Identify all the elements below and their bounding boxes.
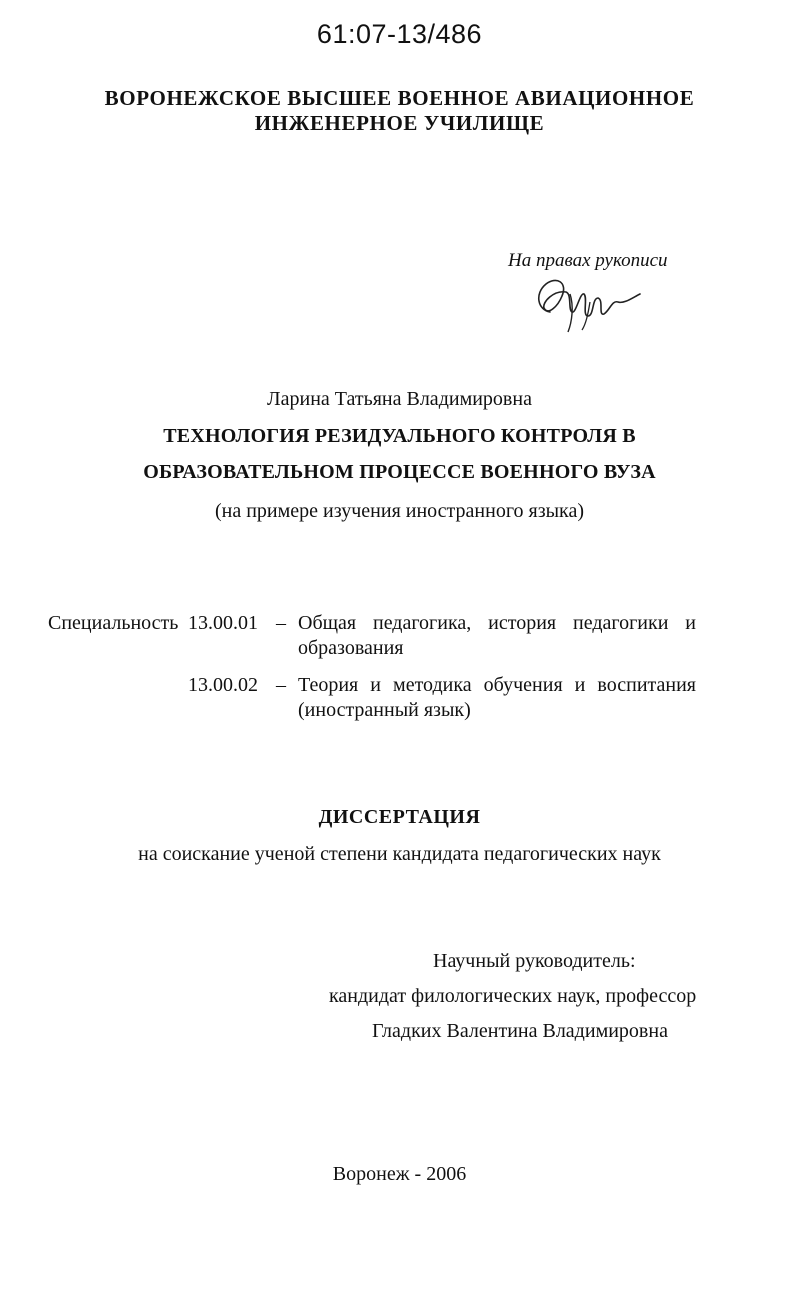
title-line-2: ОБРАЗОВАТЕЛЬНОМ ПРОЦЕССЕ ВОЕННОГО ВУЗА <box>143 461 656 483</box>
archive-code: 61:07-13/486 <box>316 19 483 49</box>
title-subtitle: (на примере изучения иностранного языка) <box>214 500 585 522</box>
speciality-label: Специальность <box>48 612 179 634</box>
speciality-name-2-line-1: Теория и методика обучения и воспитания <box>298 674 696 696</box>
supervisor-name: Гладких Валентина Владимировна <box>372 1020 668 1042</box>
speciality-code-1: 13.00.01 <box>188 612 258 634</box>
speciality-name-1-line-2: образования <box>298 637 404 659</box>
speciality-code-2: 13.00.02 <box>188 674 258 696</box>
institution-line-2: ИНЖЕНЕРНОЕ УЧИЛИЩЕ <box>254 111 545 135</box>
title-line-1: ТЕХНОЛОГИЯ РЕЗИДУАЛЬНОГО КОНТРОЛЯ В <box>163 425 636 447</box>
speciality-name-2-line-2: (иностранный язык) <box>298 699 471 721</box>
speciality-dash-1: – <box>276 612 286 634</box>
dissertation-degree: на соискание ученой степени кандидата педагогических наук <box>138 843 661 865</box>
manuscript-note: На правах рукописи <box>508 250 668 271</box>
dissertation-heading: ДИССЕРТАЦИЯ <box>318 806 481 828</box>
supervisor-rank: кандидат филологических наук, профессор <box>329 985 697 1007</box>
city-year: Воронеж - 2006 <box>332 1163 467 1185</box>
speciality-name-1-line-1: Общая педагогика, история педагогики и <box>298 612 696 634</box>
signature-icon <box>528 272 648 334</box>
institution-line-1: ВОРОНЕЖСКОЕ ВЫСШЕЕ ВОЕННОЕ АВИАЦИОННОЕ <box>104 86 695 110</box>
supervisor-label: Научный руководитель: <box>433 950 636 972</box>
author-name: Ларина Татьяна Владимировна <box>267 388 532 410</box>
speciality-dash-2: – <box>276 674 286 696</box>
